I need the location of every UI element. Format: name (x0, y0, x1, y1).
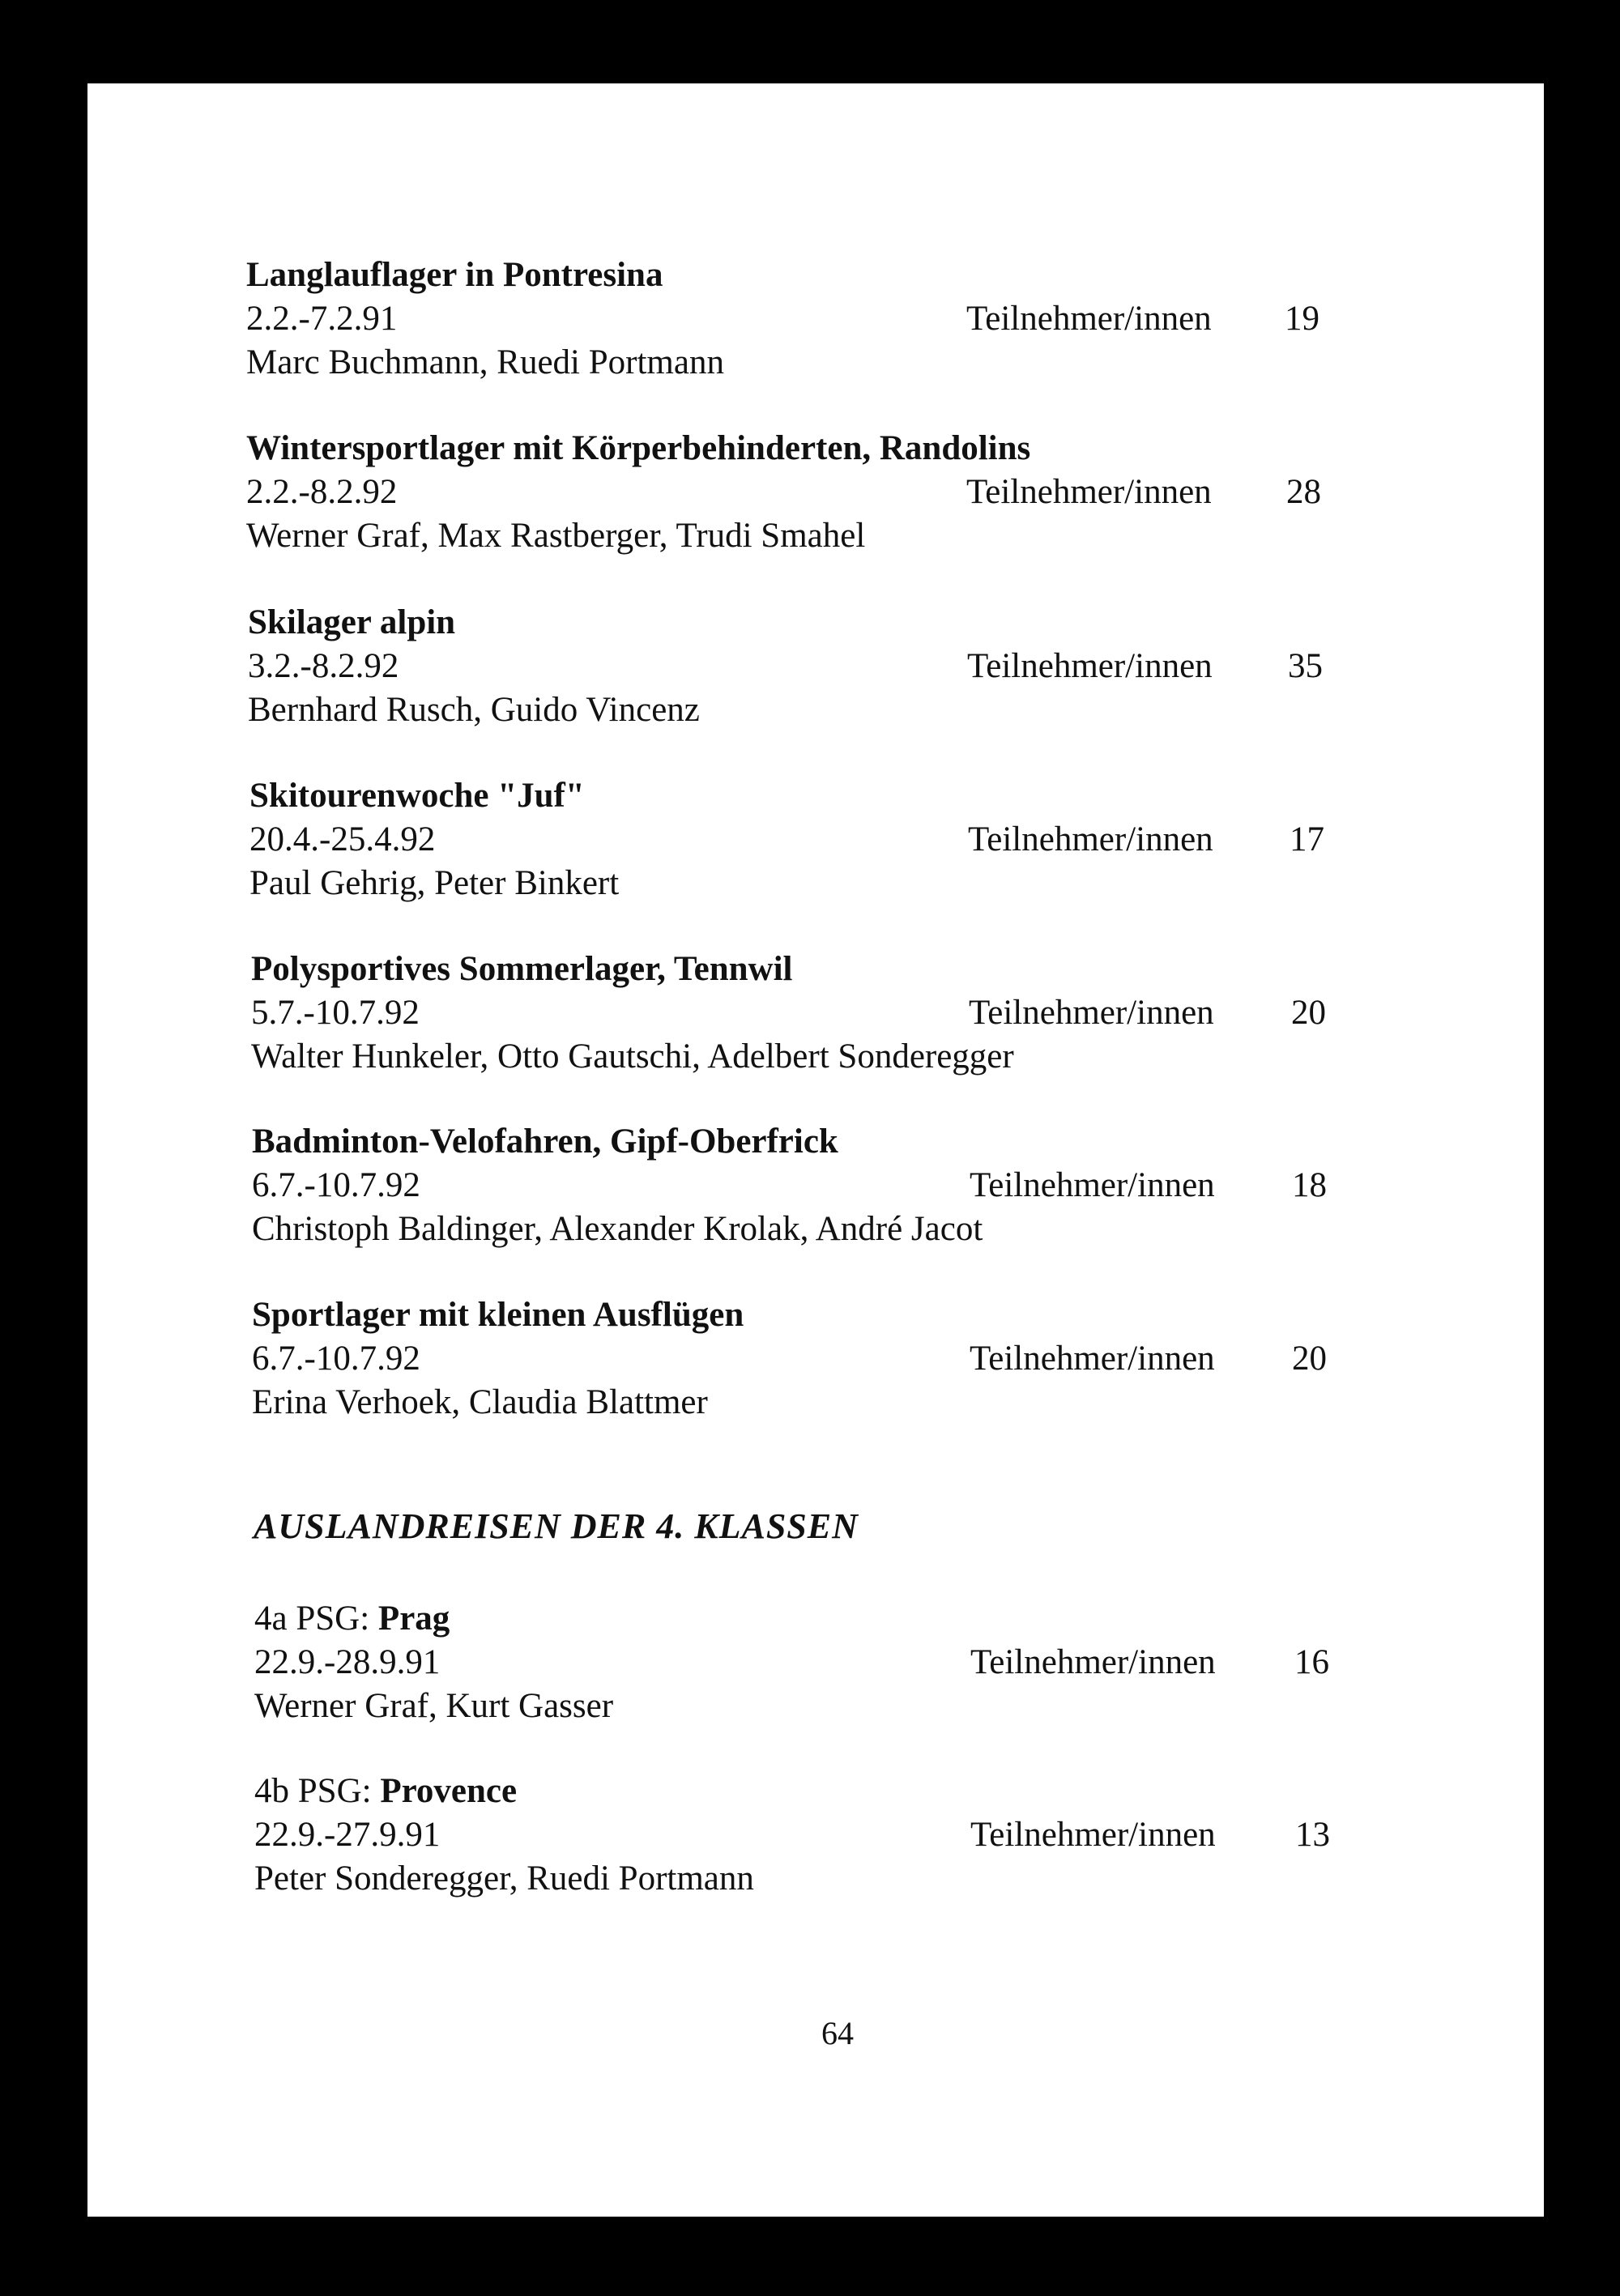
trip-leaders: Peter Sonderegger, Ruedi Portmann (254, 1859, 754, 1898)
section-heading: AUSLANDREISEN DER 4. KLASSEN (254, 1506, 859, 1546)
camp-title: Sportlager mit kleinen Ausflügen (252, 1296, 744, 1334)
camp-title: Skilager alpin (248, 603, 456, 641)
trip-title (254, 1767, 517, 1816)
participants-label: Teilnehmer/innen (968, 820, 1213, 858)
participants-count: 28 (1286, 473, 1321, 511)
participants-count: 13 (1295, 1816, 1330, 1854)
camp-dates: 3.2.-8.2.92 (248, 647, 399, 685)
participants-label: Teilnehmer/innen (970, 1340, 1215, 1378)
document-page (87, 83, 1544, 2217)
trip-dates: 22.9.-27.9.91 (254, 1816, 441, 1854)
camp-title: Wintersportlager mit Körperbehinderten, Randolins (246, 429, 1031, 467)
participants-count: 19 (1285, 300, 1319, 338)
participants-label: Teilnehmer/innen (966, 473, 1212, 511)
destination: Provence (380, 1772, 518, 1810)
camp-leaders: Christoph Baldinger, Alexander Krolak, André Jacot (252, 1210, 983, 1248)
participants-count: 16 (1294, 1643, 1329, 1681)
camp-title: Polysportives Sommerlager, Tennwil (251, 950, 793, 988)
camp-dates: 2.2.-8.2.92 (246, 473, 398, 511)
participants-label: Teilnehmer/innen (970, 1816, 1216, 1854)
destination: Prag (377, 1600, 450, 1638)
class-prefix: 4b PSG: (254, 1772, 381, 1810)
participants-label: Teilnehmer/innen (969, 994, 1214, 1032)
participants-count: 18 (1292, 1166, 1327, 1204)
camp-leaders: Marc Buchmann, Ruedi Portmann (246, 343, 724, 381)
camp-dates: 6.7.-10.7.92 (252, 1166, 420, 1204)
camp-dates: 20.4.-25.4.92 (249, 820, 436, 858)
camp-dates: 2.2.-7.2.91 (246, 300, 398, 338)
participants-count: 17 (1290, 820, 1324, 858)
participants-count: 35 (1288, 647, 1323, 685)
camp-dates: 5.7.-10.7.92 (251, 994, 420, 1032)
participants-label: Teilnehmer/innen (970, 1166, 1215, 1204)
camp-leaders: Paul Gehrig, Peter Binkert (249, 864, 620, 902)
camp-leaders: Bernhard Rusch, Guido Vincenz (248, 691, 700, 729)
participants-count: 20 (1292, 1340, 1327, 1378)
camp-leaders: Erina Verhoek, Claudia Blattmer (252, 1383, 708, 1421)
camp-title: Skitourenwoche "Juf" (249, 777, 585, 815)
trip-title (254, 1595, 450, 1643)
page-number: 64 (821, 2015, 854, 2051)
camp-leaders: Werner Graf, Max Rastberger, Trudi Smahel (246, 517, 866, 555)
camp-title: Badminton-Velofahren, Gipf-Oberfrick (252, 1122, 838, 1161)
participants-label: Teilnehmer/innen (966, 300, 1212, 338)
camp-leaders: Walter Hunkeler, Otto Gautschi, Adelbert Sonderegger (251, 1037, 1014, 1076)
participants-label: Teilnehmer/innen (967, 647, 1213, 685)
camp-dates: 6.7.-10.7.92 (252, 1340, 420, 1378)
participants-label: Teilnehmer/innen (970, 1643, 1216, 1681)
trip-leaders: Werner Graf, Kurt Gasser (254, 1687, 614, 1725)
class-prefix: 4a PSG: (254, 1600, 378, 1638)
camp-title: Langlauflager in Pontresina (246, 256, 663, 294)
trip-dates: 22.9.-28.9.91 (254, 1643, 441, 1681)
participants-count: 20 (1291, 994, 1326, 1032)
